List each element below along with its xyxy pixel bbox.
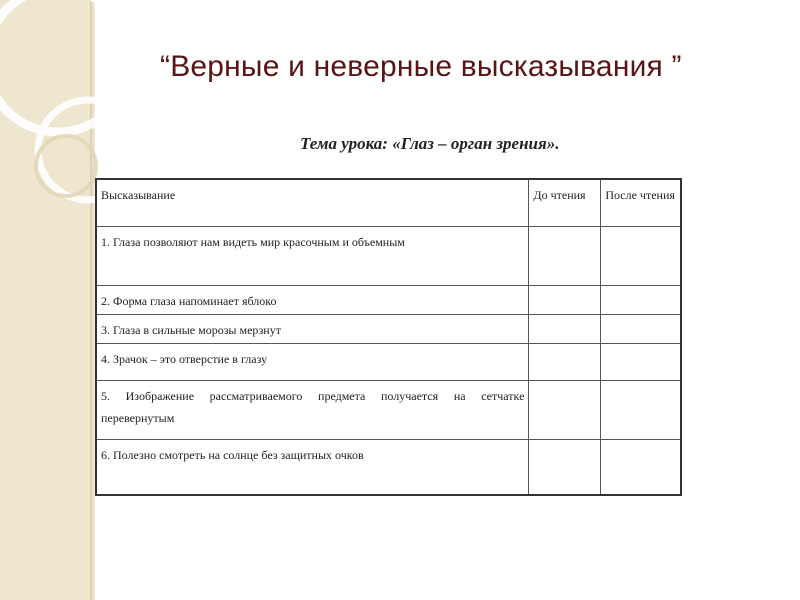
table-row [96, 344, 681, 381]
statement-cell: 6. Полезно смотреть на солнце без защитных очков [96, 440, 529, 496]
statement-cell: 4. Зрачок – это отверстие в глазу [96, 344, 529, 381]
table-row [96, 381, 681, 440]
after-reading-cell[interactable] [601, 315, 681, 344]
table-row [96, 440, 681, 496]
table-row [96, 315, 681, 344]
before-reading-cell[interactable] [529, 344, 601, 381]
decorative-side-band [0, 0, 90, 600]
statement-cell: 2. Форма глаза напоминает яблоко [96, 286, 529, 315]
statement-cell: 5. Изображение рассматриваемого предмета получается на сетчатке перевернутым [96, 381, 529, 440]
table-row [96, 286, 681, 315]
before-reading-cell[interactable] [529, 286, 601, 315]
slide-subtitle: Тема урока: «Глаз – орган зрения». [300, 134, 560, 153]
header-statement: Высказывание [96, 179, 529, 227]
statements-table [95, 178, 682, 496]
before-reading-cell[interactable] [529, 440, 601, 496]
statement-cell: 1. Глаза позволяют нам видеть мир красочным и объемным [96, 227, 529, 286]
after-reading-cell[interactable] [601, 227, 681, 286]
after-reading-cell[interactable] [601, 286, 681, 315]
table-header-row [96, 179, 681, 227]
after-reading-cell[interactable] [601, 381, 681, 440]
after-reading-cell[interactable] [601, 440, 681, 496]
slide-title: “Верные и неверные высказывания ” [160, 50, 682, 83]
before-reading-cell[interactable] [529, 381, 601, 440]
header-after-reading: После чтения [601, 179, 681, 227]
before-reading-cell[interactable] [529, 315, 601, 344]
header-before-reading: До чтения [529, 179, 601, 227]
table-row [96, 227, 681, 286]
after-reading-cell[interactable] [601, 344, 681, 381]
statement-cell: 3. Глаза в сильные морозы мерзнут [96, 315, 529, 344]
before-reading-cell[interactable] [529, 227, 601, 286]
